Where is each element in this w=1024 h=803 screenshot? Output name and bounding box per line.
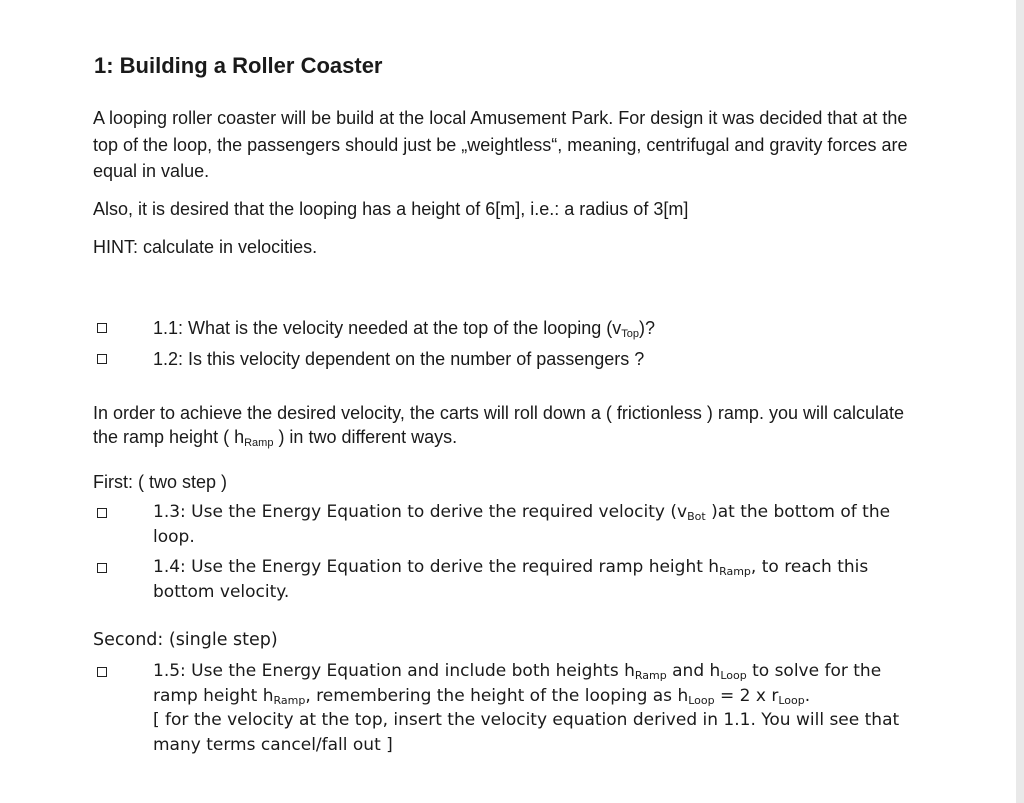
task-1-5-text: 1.5: Use the Energy Equation and include both heights $h_{Ramp}$ and $h_{Loop}$ to solve for the ramp height $h_{Ramp}$, remembering the height of the looping as $h_{Loop} = 2$ x $r_{Loop}$. [ for the velocity at the top, insert the velocity equation derived in 1.1. You will see that many terms cancel/fall out ]: [153, 661, 900, 755]
task-1-2-checkbox[interactable]: [97, 354, 107, 364]
task-1-1-checkbox[interactable]: [97, 323, 107, 333]
looping-height-paragraph: Also, it is desired that the looping has a height of 6[m], i.e.: a radius of 3[m]: [93, 199, 689, 219]
task-1-3-checkbox[interactable]: [97, 508, 107, 518]
task-1-3-text: 1.3: Use the Energy Equation to derive the required velocity ($v_{Bot}$ )at the bottom of the loop.: [153, 502, 891, 547]
task-1-2-text: 1.2: Is this velocity dependent on the number of passengers ?: [153, 349, 645, 369]
task-1-5-checkbox[interactable]: [97, 667, 107, 677]
ramp-paragraph: In order to achieve the desired velocity, the carts will roll down a ( frictionless ) ramp. you will calculate the ramp height ( $h_{Ramp}$ ) in two different ways.: [93, 403, 905, 449]
second-method-label: Second: (single step): [93, 630, 278, 650]
task-1-1-text: 1.1: What is the velocity needed at the top of the looping $(v_{Top})$?: [153, 318, 656, 340]
intro-paragraph: A looping roller coaster will be build at the local Amusement Park. For design it was decided that at the top of the loop, the passengers should just be „weightless“, meaning, centrifugal and gravity forces are equal in value.: [93, 108, 908, 181]
hint-paragraph: HINT: calculate in velocities.: [93, 237, 318, 257]
task-1-4-checkbox[interactable]: [97, 563, 107, 573]
first-method-label: First: ( two step ): [93, 472, 228, 492]
page-title: 1: Building a Roller Coaster: [94, 53, 383, 78]
task-1-4-text: 1.4: Use the Energy Equation to derive the required ramp height $h_{Ramp}$, to reach this bottom velocity.: [153, 557, 869, 602]
page-edge: [1016, 0, 1024, 803]
